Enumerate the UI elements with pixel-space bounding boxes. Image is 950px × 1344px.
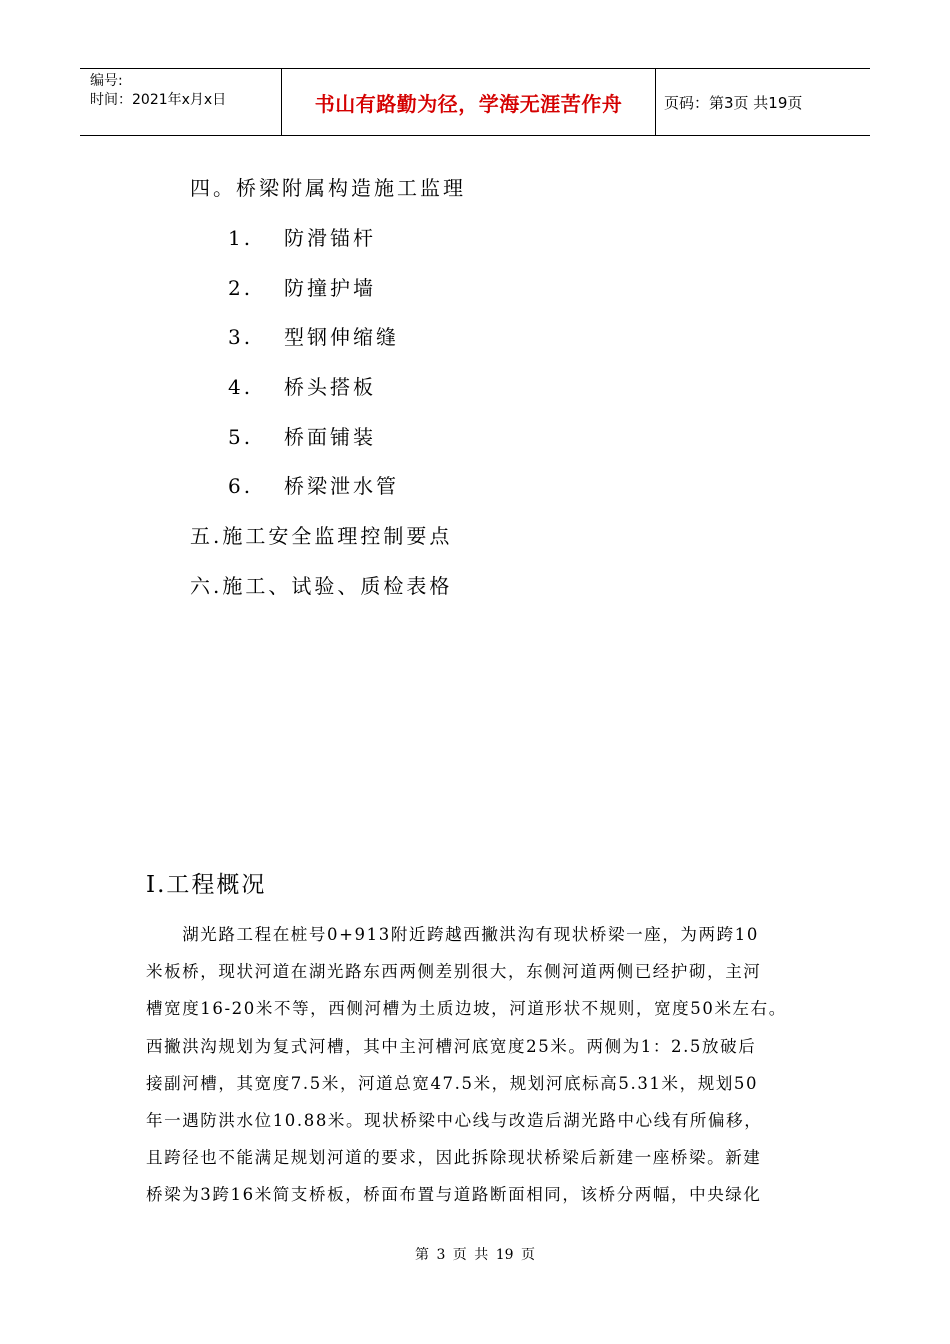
toc-item-label: 防滑锚杆 [284, 226, 376, 250]
toc-item [228, 321, 399, 350]
section-title: Ⅰ.工程概况 [146, 872, 267, 898]
paragraph-line: 接副河槽，其宽度7.5米，河道总宽47.5米，规划河底标高5.31米，规划50 [146, 1073, 759, 1093]
toc-item-number: 3. [228, 325, 254, 349]
toc-item-number: 4. [228, 375, 254, 399]
toc-item-label: 型钢伸缩缝 [284, 325, 399, 349]
paragraph-line: 年一遇防洪水位10.88米。现状桥梁中心线与改造后湖光路中心线有所偏移， [146, 1110, 763, 1130]
body-paragraph [146, 916, 810, 1214]
toc-item [228, 371, 376, 400]
toc-section-4: 四。桥梁附属构造施工监理 [190, 176, 466, 200]
page-footer: 第 3 页 共 19 页 [415, 1247, 535, 1263]
paragraph-line: 槽宽度16-20米不等，西侧河槽为土质边坡，河道形状不规则，宽度50米左右。 [146, 999, 787, 1019]
toc-item-number: 2. [228, 276, 254, 300]
toc-item [228, 222, 376, 251]
paragraph-line: 米板桥，现状河道在湖光路东西两侧差别很大，东侧河道两侧已经护砌，主河 [146, 962, 762, 982]
header-page-cell [656, 69, 870, 135]
toc-item-number: 1. [228, 226, 254, 250]
toc-item-label: 桥梁泄水管 [284, 474, 399, 498]
paragraph-line: 且跨径也不能满足规划河道的要求，因此拆除现状桥梁后新建一座桥梁。新建 [146, 1148, 762, 1168]
header-motto: 书山有路勤为径，学海无涯苦作舟 [314, 91, 623, 116]
toc-item-number: 5. [228, 425, 254, 449]
toc-section-6: 六.施工、试验、质检表格 [190, 574, 453, 598]
toc-item [228, 470, 399, 499]
document-date: 时间：2021年x月x日 [90, 92, 227, 108]
toc-item-label: 桥头搭板 [284, 375, 376, 399]
toc-item-label: 防撞护墙 [284, 276, 376, 300]
document-number-label: 编号: [90, 73, 123, 89]
header-meta-cell [80, 69, 282, 135]
header-table [80, 68, 870, 136]
header-motto-cell [282, 69, 656, 135]
toc-item-number: 6. [228, 474, 254, 498]
paragraph-line: 西撇洪沟规划为复式河槽，其中主河槽河底宽度25米。两侧为1：2.5放破后 [146, 1036, 757, 1056]
toc-item-label: 桥面铺装 [284, 425, 376, 449]
toc-section-5: 五.施工安全监理控制要点 [190, 524, 453, 548]
paragraph-line: 湖光路工程在桩号0+913附近跨越西撇洪沟有现状桥梁一座，为两跨10 [146, 925, 759, 944]
toc-item [228, 272, 376, 301]
header-page-info: 页码：第3页 共19页 [664, 93, 803, 112]
paragraph-line: 桥梁为3跨16米简支桥板，桥面布置与道路断面相同，该桥分两幅，中央绿化 [146, 1185, 762, 1205]
toc-item [228, 421, 376, 450]
